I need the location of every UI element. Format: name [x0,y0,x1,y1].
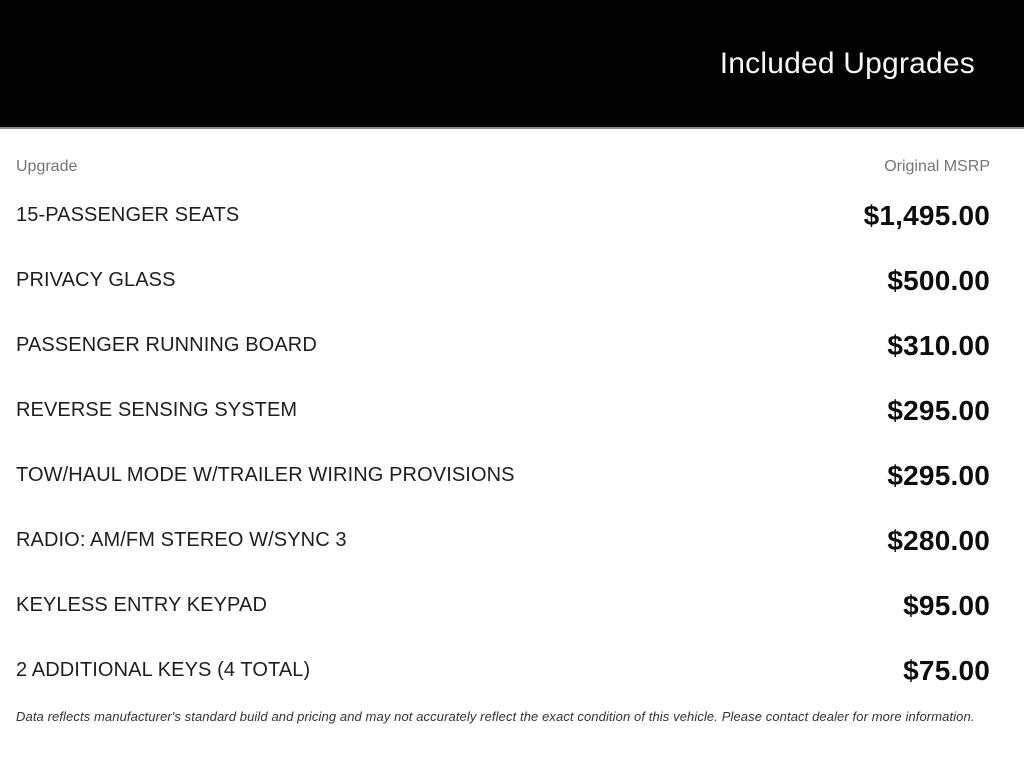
table-row [16,313,990,378]
table-column-header [16,158,990,176]
table-row [16,248,990,313]
upgrade-msrp-price: $75.00 [903,654,990,686]
upgrades-table [0,158,1024,724]
upgrade-msrp-price: $280.00 [887,524,990,556]
upgrade-name: 2 ADDITIONAL KEYS (4 TOTAL) [16,659,311,681]
column-header-original-msrp: Original MSRP [884,158,990,175]
upgrade-msrp-price: $295.00 [887,459,990,491]
table-row [16,638,990,703]
disclaimer-text: Data reflects manufacturer's standard build and pricing and may not accurately reflect the exact condition of this vehicle. Please contact dealer for more information. [16,709,975,724]
table-row [16,378,990,443]
table-rows [16,183,990,703]
upgrade-name: RADIO: AM/FM STEREO W/SYNC 3 [16,529,347,551]
upgrade-msrp-price: $295.00 [887,394,990,426]
column-header-upgrade: Upgrade [16,158,78,175]
upgrade-name: TOW/HAUL MODE W/TRAILER WIRING PROVISIONS [16,464,515,486]
upgrade-name: PASSENGER RUNNING BOARD [16,334,317,356]
upgrade-name: REVERSE SENSING SYSTEM [16,399,298,421]
included-upgrades-header-band [0,0,1024,129]
upgrade-name: PRIVACY GLASS [16,269,176,291]
table-row [16,573,990,638]
page-title: Included Upgrades [719,46,975,80]
upgrade-name: 15-PASSENGER SEATS [16,204,240,226]
upgrade-name: KEYLESS ENTRY KEYPAD [16,594,267,616]
upgrade-msrp-price: $500.00 [887,264,990,296]
upgrade-msrp-price: $310.00 [887,329,990,361]
upgrade-msrp-price: $95.00 [903,589,990,621]
table-row [16,183,990,248]
upgrade-msrp-price: $1,495.00 [863,199,990,231]
table-row [16,443,990,508]
table-row [16,508,990,573]
